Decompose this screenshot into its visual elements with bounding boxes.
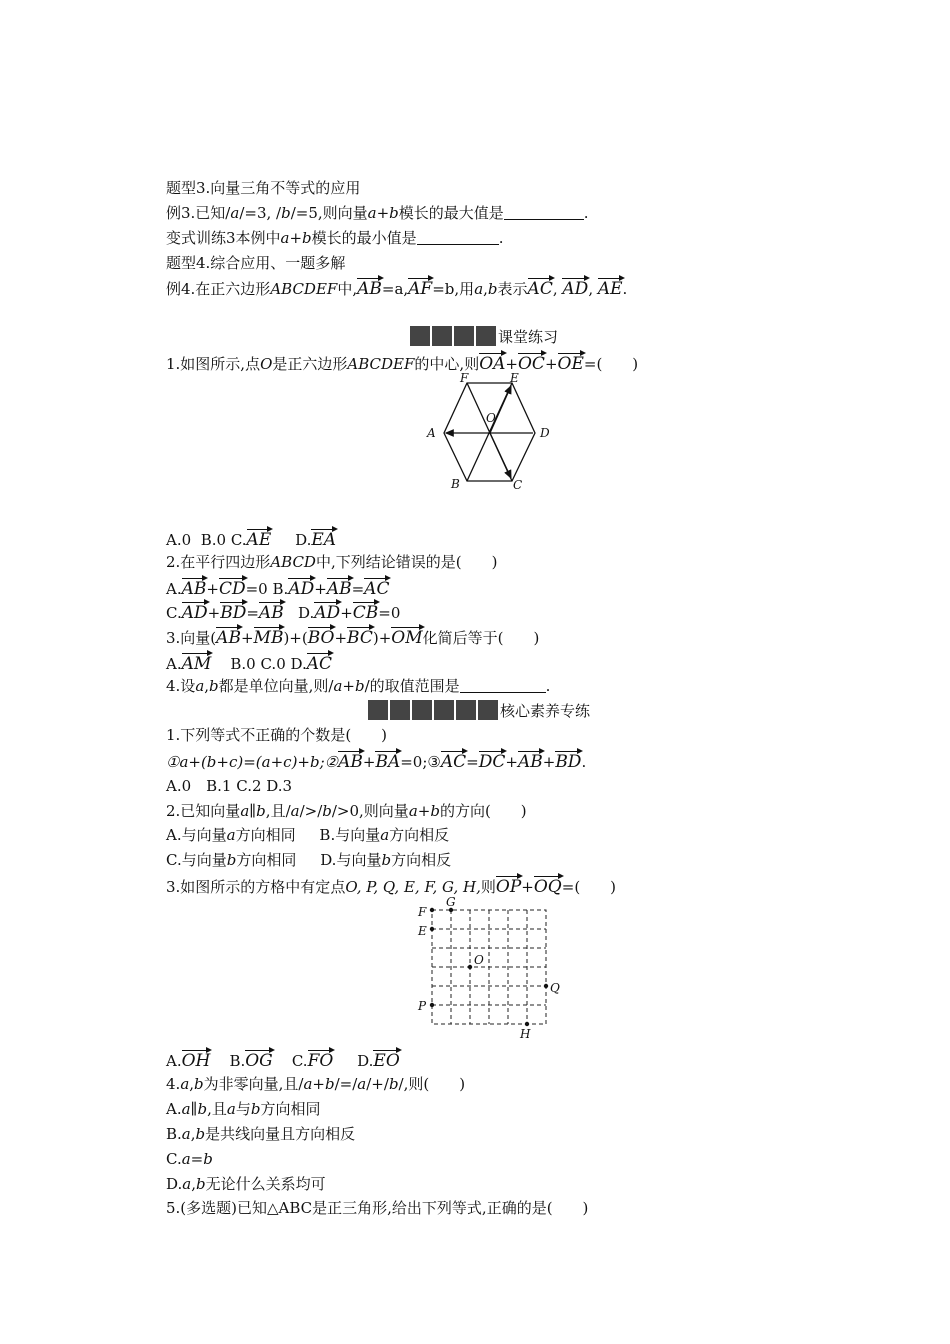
question-4: 4.设a,b都是单位向量,则/a+b/的取值范围是 . bbox=[166, 677, 551, 695]
point-f bbox=[430, 908, 434, 912]
question-2-options-cd: C.AD+BD=AB D.AD+CB=0 bbox=[166, 600, 400, 623]
label-d: D bbox=[540, 426, 550, 440]
vector-oc bbox=[490, 433, 511, 478]
point-p bbox=[430, 1003, 434, 1007]
example-3: 例3.已知/a/=3, /b/=5,则向量a+b模长的最大值是 . bbox=[166, 204, 589, 222]
practice-1-equations: ①a+(b+c)=(a+c)+b;②AB+BA=0;③AC=DC+AB+BD. bbox=[166, 749, 586, 772]
question-1: 1.如图所示,点O是正六边形ABCDEF的中心,则OA+OC+OE=( ) bbox=[166, 351, 638, 374]
practice-4-option-d: D.a,b无论什么关系均可 bbox=[166, 1175, 326, 1193]
grid-figure bbox=[414, 894, 574, 1040]
practice-4-option-a: A.a∥b,且a与b方向相同 bbox=[166, 1100, 321, 1118]
example-4: 例4.在正六边形ABCDEF中,AB=a,AF=b,用a,b表示AC, AD, AE. bbox=[166, 276, 627, 299]
question-3-options: A.AM B.0 C.0 D.AC bbox=[166, 651, 332, 674]
practice-4-option-b: B.a,b是共线向量且方向相反 bbox=[166, 1125, 356, 1143]
answer-blank bbox=[417, 230, 499, 245]
label-f: F bbox=[418, 905, 427, 919]
point-e bbox=[430, 927, 434, 931]
label-q: Q bbox=[550, 981, 560, 995]
practice-4-option-c: C.a=b bbox=[166, 1150, 213, 1168]
heading-type3: 题型3.向量三角不等式的应用 bbox=[166, 179, 361, 197]
section-header-classroom: 课堂练习 bbox=[410, 326, 558, 348]
practice-5: 5.(多选题)已知△ABC是正三角形,给出下列等式,正确的是( ) bbox=[166, 1199, 589, 1217]
label-e: E bbox=[510, 371, 519, 385]
label-o: O bbox=[486, 411, 496, 425]
question-2: 2.在平行四边形ABCD中,下列结论错误的是( ) bbox=[166, 553, 498, 571]
label-o: O bbox=[474, 953, 484, 967]
answer-blank bbox=[504, 205, 584, 220]
label-g: G bbox=[446, 895, 456, 909]
question-3: 3.向量(AB+MB)+(BO+BC)+OM化简后等于( ) bbox=[166, 625, 539, 648]
label-p: P bbox=[418, 999, 427, 1013]
section-banner bbox=[410, 326, 498, 346]
practice-1: 1.下列等式不正确的个数是( ) bbox=[166, 726, 388, 744]
practice-2-options-cd: C.与向量b方向相同 D.与向量b方向相反 bbox=[166, 851, 452, 869]
label-b: B bbox=[451, 477, 460, 491]
label-h: H bbox=[520, 1027, 531, 1040]
practice-2: 2.已知向量a∥b,且/a/>/b/>0,则向量a+b的方向( ) bbox=[166, 802, 527, 820]
practice-1-options: A.0 B.1 C.2 D.3 bbox=[166, 777, 293, 795]
point-o bbox=[468, 965, 472, 969]
practice-3-options: A.OH B.OG C.FO D.EO bbox=[166, 1048, 400, 1071]
point-h bbox=[525, 1022, 529, 1026]
hexagon-figure bbox=[420, 370, 560, 496]
label-c: C bbox=[513, 478, 523, 492]
answer-blank bbox=[460, 678, 546, 693]
section-banner bbox=[368, 700, 500, 720]
practice-2-options-ab: A.与向量a方向相同 B.与向量a方向相反 bbox=[166, 826, 450, 844]
section-header-core: 核心素养专练 bbox=[368, 700, 590, 722]
dashed-grid bbox=[432, 910, 546, 1024]
label-e: E bbox=[418, 924, 427, 938]
vector-oe bbox=[490, 386, 511, 433]
practice-3: 3.如图所示的方格中有定点O, P, Q, E, F, G, H,则OP+OQ=( ) bbox=[166, 874, 616, 897]
practice-4: 4.a,b为非零向量,且/a+b/=/a/+/b/,则( ) bbox=[166, 1075, 466, 1093]
question-2-options-ab: A.AB+CD=0 B.AD+AB=AC bbox=[166, 576, 389, 599]
variant-3: 变式训练3本例中a+b模长的最小值是 . bbox=[166, 229, 504, 247]
heading-type4: 题型4.综合应用、一题多解 bbox=[166, 254, 346, 272]
label-a: A bbox=[427, 426, 436, 440]
label-f: F bbox=[460, 371, 469, 385]
question-1-options: A.0 B.0 C.AE D.EA bbox=[166, 527, 336, 550]
point-q bbox=[544, 984, 548, 988]
